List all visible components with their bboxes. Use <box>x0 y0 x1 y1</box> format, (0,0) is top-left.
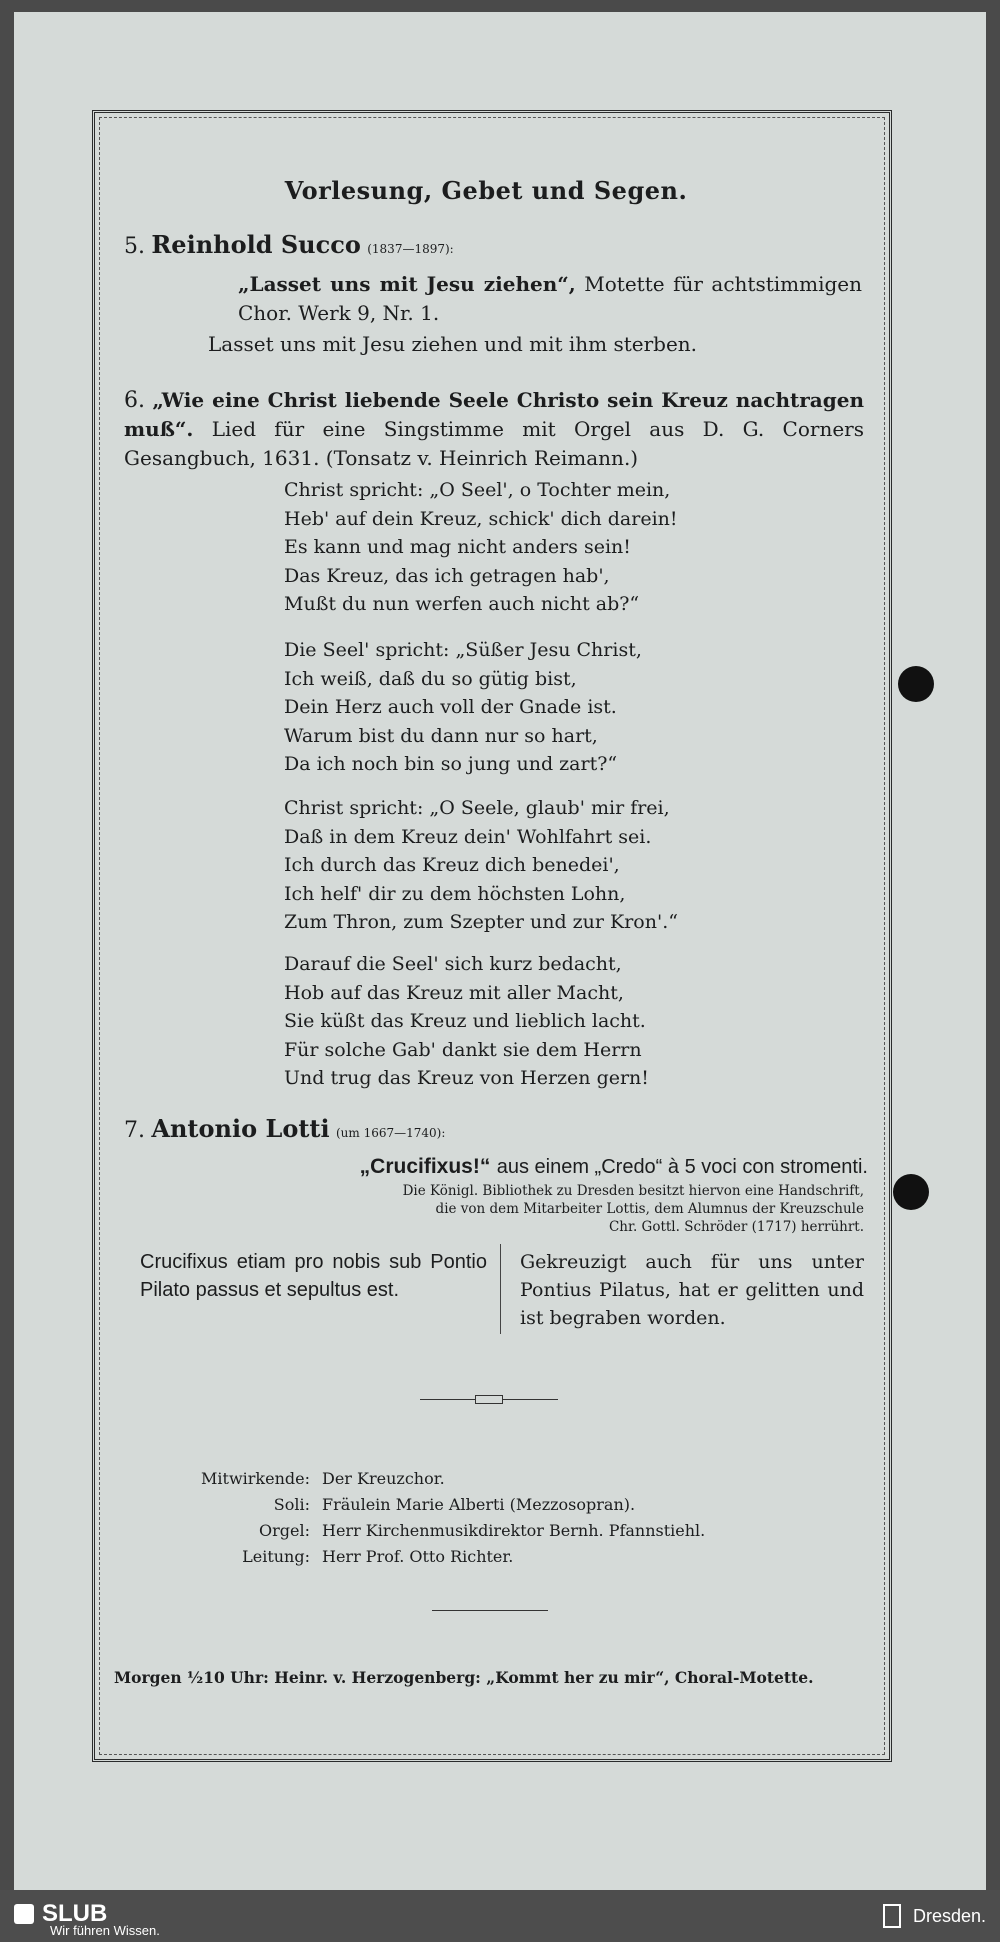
credits <box>150 1466 705 1570</box>
credit-value: Herr Prof. Otto Richter. <box>322 1547 514 1566</box>
credit-label: Leitung: <box>242 1547 310 1566</box>
ornament-divider <box>420 1395 558 1405</box>
lyric-line: Daß in dem Kreuz dein' Wohlfahrt sei. <box>284 825 652 848</box>
composer-name: Reinhold Succo <box>151 230 361 259</box>
lyric-line: Hob auf das Kreuz mit aller Macht, <box>284 981 624 1004</box>
latin-text: Crucifixus etiam pro nobis sub Pontio Pilato passus et sepultus est. <box>140 1251 487 1301</box>
work-description: Motette für achtstimmigen Chor. Werk 9, Nr. 1. <box>238 272 863 325</box>
lyric-line: Warum bist du dann nur so hart, <box>284 724 598 747</box>
work-description: Lied für eine Singstimme mit Orgel aus D. G. Corners Gesangbuch, 1631. (Tonsatz v. Heinrich Reimann.) <box>124 417 864 470</box>
divider-line <box>432 1610 548 1611</box>
item-5-description <box>238 270 862 328</box>
lyric-line: Zum Thron, zum Szepter und zur Kron'.“ <box>284 911 678 933</box>
lyric-line: Ich weiß, daß du so gütig bist, <box>284 667 577 690</box>
work-description: aus einem „Credo“ à 5 voci con stromenti. <box>496 1156 868 1178</box>
lyric-line: Ich durch das Kreuz dich benedei', <box>284 854 620 876</box>
slub-logo-icon <box>14 1904 34 1924</box>
tagline: Wir führen Wissen. <box>50 1923 160 1938</box>
credit-label: Mitwirkende: <box>201 1469 310 1488</box>
lyric-line: Christ spricht: „O Seel', o Tochter mein, <box>284 479 671 501</box>
credit-row <box>150 1518 705 1544</box>
item-7-description <box>238 1152 868 1182</box>
lyric-line: Die Seel' spricht: „Süßer Jesu Christ, <box>284 639 642 661</box>
work-title: „Wie eine Christ liebende Seele Christo sein Kreuz nachtragen muß“. <box>124 388 865 441</box>
work-title: „Lasset uns mit Jesu ziehen“, <box>238 272 576 296</box>
note-line: Die Königl. Bibliothek zu Dresden besitzt hiervon eine Handschrift, <box>402 1183 864 1199</box>
item-number: 6. <box>124 388 145 413</box>
lyric-line: Dein Herz auch voll der Gnade ist. <box>284 696 617 718</box>
lyric-line: Mußt du nun werfen auch nicht ab?“ <box>284 593 640 615</box>
lyric-line: Ich helf' dir zu dem höchsten Lohn, <box>284 882 626 905</box>
brand-name: SLUB <box>42 1900 108 1927</box>
note-line: die von dem Mitarbeiter Lottis, dem Alumnus der Kreuzschule <box>435 1201 864 1217</box>
credit-value: Fräulein Marie Alberti (Mezzosopran). <box>322 1495 636 1514</box>
composer-dates: (um 1667—1740): <box>335 1126 446 1140</box>
lyric-line: Christ spricht: „O Seele, glaub' mir frei, <box>284 797 670 819</box>
credit-row <box>150 1544 705 1570</box>
punch-hole <box>898 666 934 702</box>
lyric-line: Da ich noch bin so jung und zart?“ <box>284 753 618 775</box>
footer-announcement: Morgen ½10 Uhr: Heinr. v. Herzogenberg: „Kommt her zu mir“, Choral-Motette. <box>114 1668 814 1687</box>
german-translation: Gekreuzigt auch für uns unter Pontius Pilatus, hat er gelitten und ist begraben worden. <box>520 1251 864 1329</box>
item-5-header <box>124 230 454 264</box>
dresden-logo[interactable] <box>883 1904 986 1928</box>
credit-row <box>150 1466 705 1492</box>
item-7-header <box>124 1114 445 1148</box>
lyric-line: Für solche Gab' dankt sie dem Herrn <box>284 1038 642 1061</box>
credit-row <box>150 1492 705 1518</box>
credit-label: Orgel: <box>259 1521 310 1540</box>
credit-value: Herr Kirchenmusikdirektor Bernh. Pfannstiehl. <box>322 1521 706 1540</box>
composer-dates: (1837—1897): <box>367 242 454 256</box>
item-number: 5. <box>124 234 145 259</box>
section-heading: Vorlesung, Gebet und Segen. <box>284 176 688 205</box>
manuscript-note <box>250 1182 864 1236</box>
lyric-line: Und trug das Kreuz von Herzen gern! <box>284 1067 649 1089</box>
punch-hole <box>893 1174 929 1210</box>
credit-label: Soli: <box>273 1495 310 1514</box>
composer-name: Antonio Lotti <box>151 1114 330 1143</box>
note-line: Chr. Gottl. Schröder (1717) herrührt. <box>608 1219 864 1235</box>
lyric-line: Es kann und mag nicht anders sein! <box>284 536 631 558</box>
lyric-line: Darauf die Seel' sich kurz bedacht, <box>284 953 622 975</box>
lyric-line: Das Kreuz, das ich getragen hab', <box>284 564 610 587</box>
credit-value: Der Kreuzchor. <box>322 1469 445 1488</box>
item-5-text: Lasset uns mit Jesu ziehen und mit ihm sterben. <box>208 332 698 356</box>
work-title: „Crucifixus!“ <box>359 1155 491 1178</box>
item-number: 7. <box>124 1118 145 1143</box>
viewer-bar <box>0 1890 1000 1942</box>
lyric-line: Sie küßt das Kreuz und lieblich lacht. <box>284 1010 646 1032</box>
item-6-block <box>124 386 864 473</box>
lyric-line: Heb' auf dein Kreuz, schick' dich darein! <box>284 507 678 530</box>
column-divider <box>500 1244 501 1334</box>
crest-icon <box>883 1904 901 1928</box>
city-name: Dresden. <box>912 1906 986 1926</box>
